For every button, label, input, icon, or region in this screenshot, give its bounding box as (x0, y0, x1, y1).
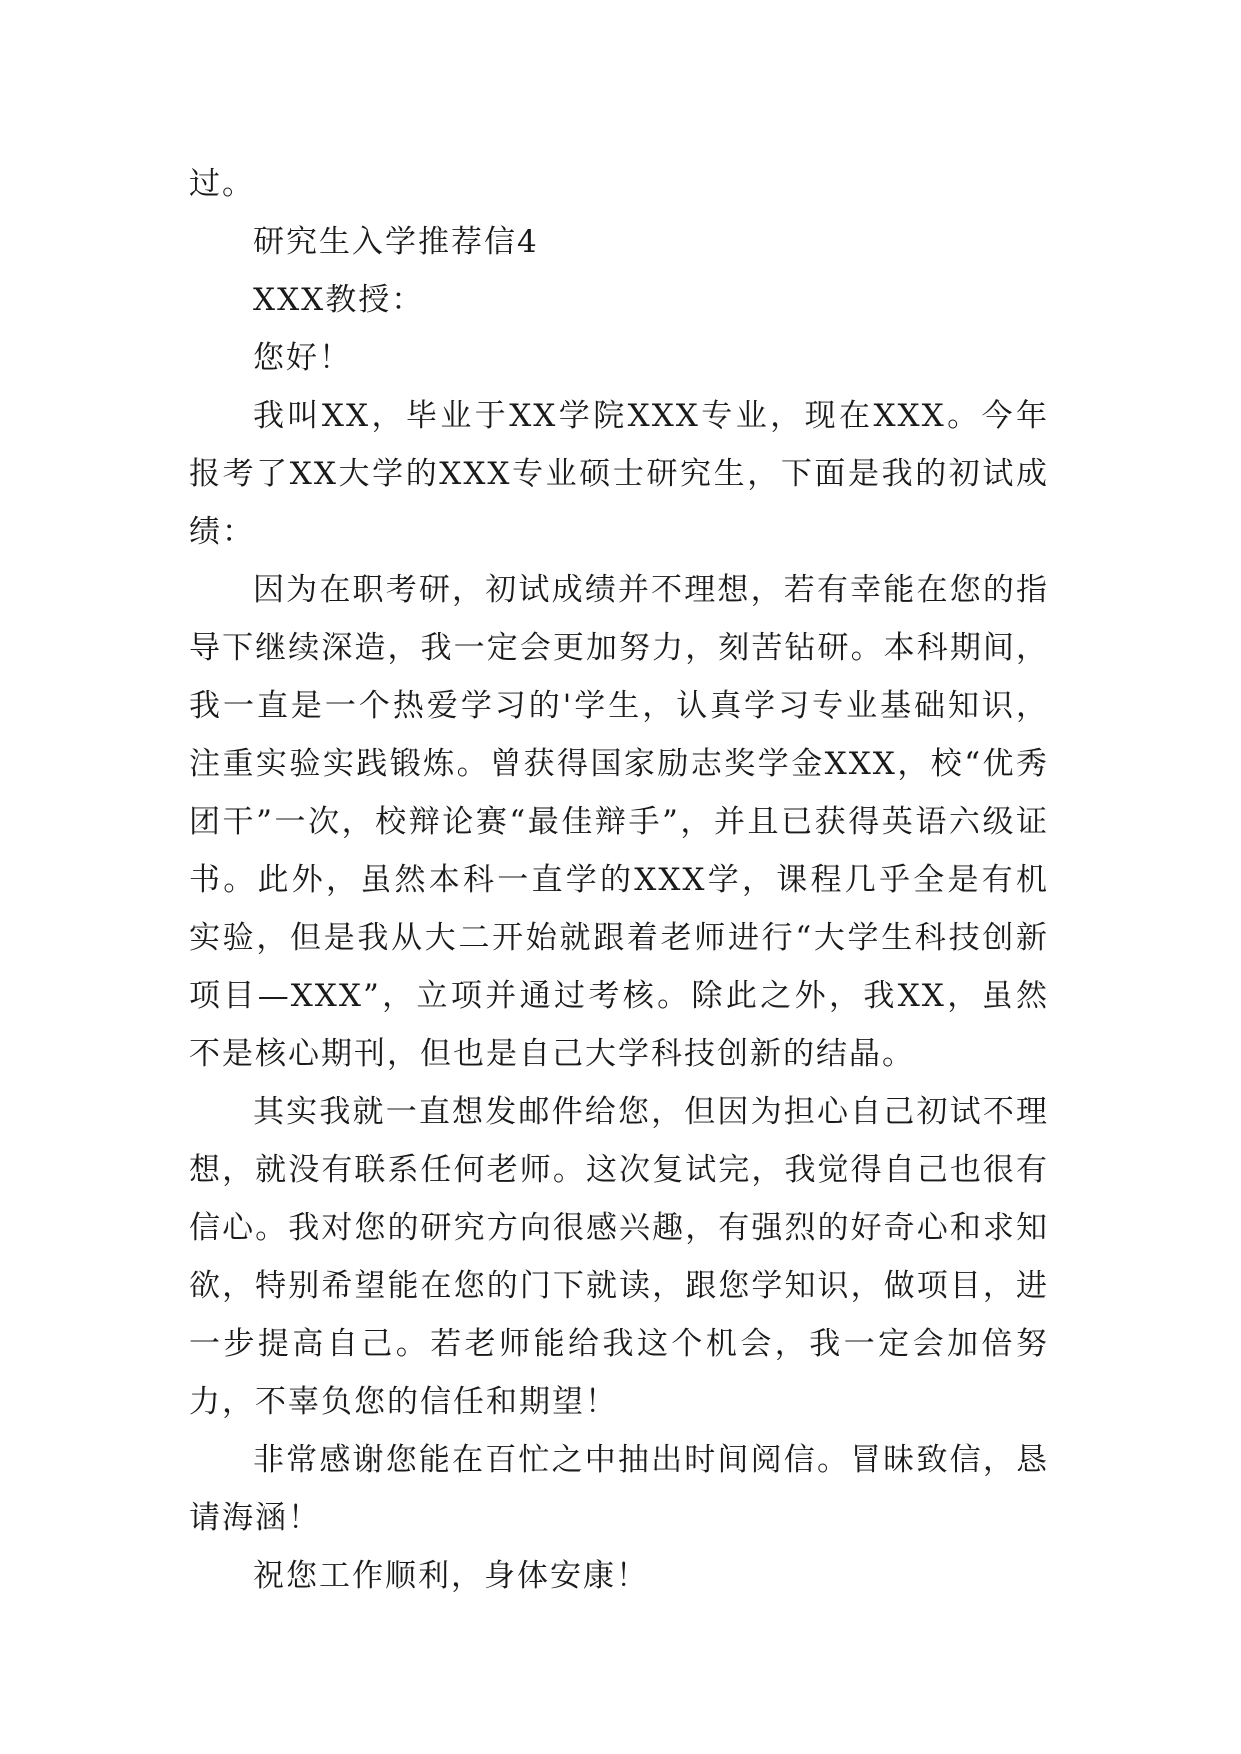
paragraph-thanks: 非常感谢您能在百忙之中抽出时间阅信。冒昧致信，恳请海涵！ (189, 1442, 1049, 1536)
letter-title: 研究生入学推荐信4 (253, 224, 539, 260)
letter-body (189, 155, 1049, 1605)
paragraph-introduction: 我叫XX，毕业于XX学院XXX专业，现在XXX。今年报考了XX大学的XXX专业硕士研究生，下面是我的初试成绩： (189, 398, 1049, 550)
greeting: 您好！ (253, 340, 352, 376)
closing-wishes: 祝您工作顺利，身体安康！ (253, 1558, 649, 1594)
paragraph-continuation: 过。 (189, 166, 255, 202)
paragraph-background: 因为在职考研，初试成绩并不理想，若有幸能在您的指导下继续深造，我一定会更加努力，刻苦钻研。本科期间，我一直是一个热爱学习的'学生，认真学习专业基础知识，注重实验实践锻炼。曾获得国家励志奖学金XXX，校“优秀团干”一次，校辩论赛“最佳辩手”，并且已获得英语六级证书。此外，虽然本科一直学的XXX学，课程几乎全是有机实验，但是我从大二开始就跟着老师进行“大学生科技创新项目—XXX”，立项并通过考核。除此之外，我XX，虽然不是核心期刊，但也是自己大学科技创新的结晶。 (189, 572, 1049, 1072)
salutation: XXX教授： (253, 282, 425, 318)
paragraph-motivation: 其实我就一直想发邮件给您，但因为担心自己初试不理想，就没有联系任何老师。这次复试完，我觉得自己也很有信心。我对您的研究方向很感兴趣，有强烈的好奇心和求知欲，特别希望能在您的门下就读，跟您学知识，做项目，进一步提高自己。若老师能给我这个机会，我一定会加倍努力，不辜负您的信任和期望！ (189, 1094, 1049, 1420)
